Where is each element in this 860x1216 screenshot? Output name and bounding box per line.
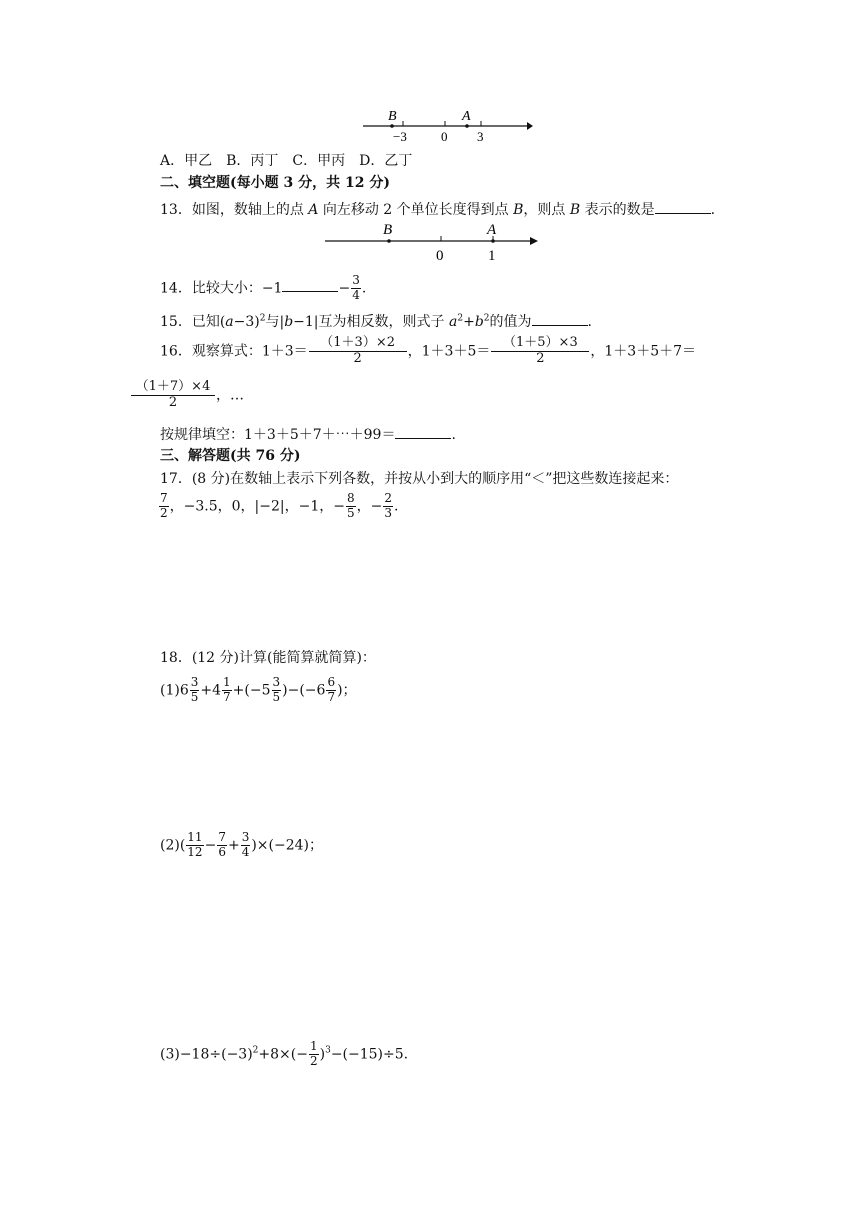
- question-16-rule: 按规律填空：1＋3＋5＋7＋⋯＋99＝ .: [160, 427, 456, 443]
- question-13: 13．如图，数轴上的点 A 向左移动 2 个单位长度得到点 B，则点 B 表示的数是 .: [160, 202, 716, 218]
- tick-label: 0: [441, 129, 448, 144]
- question-18-part1: (1)6 $\frac{3}{5}$ +4 $\frac{1}{7}$ +(−5 $\frac{3}{5}$ )−(−6 $\frac{6}{7}$ )；: [160, 675, 357, 704]
- number-line-figure-13: [320, 218, 545, 264]
- point-b-label: B: [383, 222, 393, 238]
- tick-label: −3: [393, 129, 407, 144]
- section-3-heading: 三、解答题(共 76 分): [160, 448, 301, 464]
- tick-label: 3: [477, 129, 484, 144]
- question-15: 15．已知$(a-3)^2$与|b−1|互为相反数，则式子 $a^2+b^2$的值为 .: [160, 313, 592, 330]
- question-18-part3: $(3)-18\div(-3)^2+8\times(-$ $\frac{1}{2}$ )$^3$−(−15)÷5.: [160, 1039, 409, 1068]
- section-2-heading: 二、填空题(每小题 3 分，共 12 分): [160, 175, 390, 191]
- number-line-figure-top: [355, 104, 535, 146]
- point-a-label: A: [487, 222, 497, 238]
- tick-label: 0: [436, 248, 444, 264]
- question-17: 17．(8 分)在数轴上表示下列各数，并按从小到大的顺序用“＜”把这些数连接起来：: [160, 471, 679, 487]
- point-a-label: A: [462, 109, 471, 124]
- question-16-line2: $\frac{(1+7)\times 4}{2}$ ，…: [130, 380, 244, 411]
- tick-label: 1: [488, 248, 496, 264]
- q12-options: A．甲乙 B．丙丁 C．甲丙 D．乙丁: [160, 153, 413, 169]
- question-14: 14．比较大小：−1 − $\frac{3}{4}$ .: [160, 273, 367, 302]
- point-b-label: B: [388, 109, 397, 124]
- question-18: 18．(12 分)计算(能简算就简算)：: [160, 650, 376, 666]
- question-16-line1: 16．观察算式：1＋3＝ $\frac{(1+3)\times 2}{2}$ ，1＋3＋5＝ $\frac{(1+5)\times 3}{2}$ ，1＋3＋5＋7＝: [160, 335, 697, 366]
- question-18-part2: (2)( $\frac{11}{12}$ − $\frac{7}{6}$ + $\frac{3}{4}$ )×(−24)；: [160, 830, 323, 859]
- question-17-numbers: $\frac{7}{2}$ ，−3.5，0，|−2|，−1，− $\frac{8}{5}$ ，− $\frac{2}{3}$ .: [160, 491, 399, 520]
